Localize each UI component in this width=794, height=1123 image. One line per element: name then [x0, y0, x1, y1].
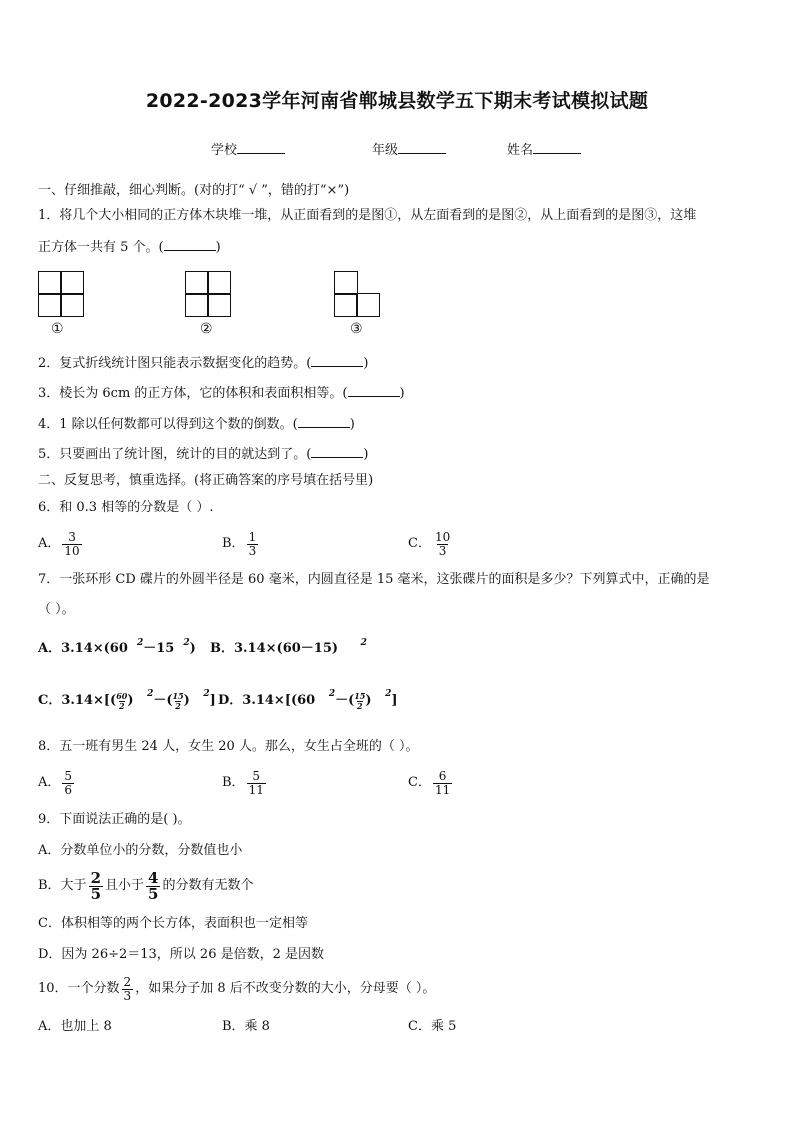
name-blank[interactable] — [533, 141, 581, 154]
q9-option-a[interactable]: A．分数单位小的分数，分数值也小 — [38, 843, 243, 858]
option-label: C． — [408, 775, 431, 790]
grade-field[interactable] — [372, 141, 446, 160]
section-2-heading: 二、反复思考，慎重选择。(将正确答案的序号填在括号里) — [38, 473, 374, 488]
q4-close: ) — [349, 417, 355, 432]
grade-label: 年级 — [372, 143, 399, 158]
q2-answer-blank[interactable] — [311, 354, 363, 367]
q5-text: 5．只要画出了统计图，统计的目的就达到了。( — [38, 447, 312, 462]
school-field[interactable] — [211, 141, 285, 160]
q10-text: 10．一个分数 $\frac{2}{3}$ ，如果分子加 8 后不改变分数的大小，分母要（ ）。 — [38, 974, 436, 1003]
q10-option-c[interactable]: C．乘 5 — [408, 1019, 457, 1034]
q4-text: 4．1 除以任何数都可以得到这个数的倒数。( — [38, 417, 298, 432]
figure-2-left-view — [185, 271, 231, 317]
q8-text: 8．五一班有男生 24 人，女生 20 人。那么，女生占全班的（ ）。 — [38, 739, 419, 754]
q8-option-b[interactable] — [222, 765, 268, 801]
figure-3-label: ③ — [350, 321, 363, 337]
name-field[interactable] — [507, 141, 581, 160]
option-label: B． — [222, 775, 245, 790]
fraction: $\frac{5}{11}$ — [248, 768, 264, 797]
q8-option-a[interactable] — [38, 765, 76, 801]
option-label: C． — [408, 536, 431, 551]
fraction: $\frac{3}{10}$ — [64, 529, 80, 558]
q4-answer-blank[interactable] — [298, 415, 350, 428]
q9-option-d[interactable]: D．因为 26÷2＝13，所以 26 是倍数，2 是因数 — [38, 947, 325, 962]
q9-text: 9．下面说法正确的是( )。 — [38, 812, 191, 827]
q4 — [38, 415, 355, 434]
q3-answer-blank[interactable] — [348, 384, 400, 397]
fraction: $\frac{2}{5}$ — [90, 868, 101, 903]
q5-close: ) — [363, 447, 369, 462]
q7-option-c[interactable]: C．3.14×[( 60 2 ) 2 －( 15 2 ) 2 ] — [38, 689, 216, 711]
q10-option-b[interactable]: B．乘 8 — [222, 1019, 270, 1034]
fraction: $\frac{4}{5}$ — [148, 868, 159, 903]
q5 — [38, 445, 368, 464]
q2 — [38, 354, 368, 373]
q3-text: 3．棱长为 6cm 的正方体，它的体积和表面积相等。( — [38, 386, 348, 401]
q7-line2: （ ）。 — [38, 602, 75, 617]
school-blank[interactable] — [237, 141, 285, 154]
name-label: 姓名 — [507, 143, 534, 158]
q5-answer-blank[interactable] — [311, 445, 363, 458]
option-label: A． — [38, 536, 61, 551]
school-label: 学校 — [211, 143, 238, 158]
q9-option-c[interactable]: C．体积相等的两个长方体，表面积也一定相等 — [38, 916, 308, 931]
q7-option-a[interactable]: A．3.14×(60 $^2$－15 $^2$) — [38, 638, 196, 656]
page-title: 2022-2023学年河南省郸城县数学五下期末考试模拟试题 — [145, 90, 649, 112]
q2-text: 2．复式折线统计图只能表示数据变化的趋势。( — [38, 356, 312, 371]
q1-line1: 1．将几个大小相同的正方体木块堆一堆，从正面看到的是图①，从左面看到的是图②，从上面看到的是图③，这堆 — [38, 208, 697, 223]
q9-option-b[interactable]: B．大于 $\frac{2}{5}$ 且小于 $\frac{4}{5}$ 的分数有无数个 — [38, 868, 254, 903]
q1-close: ) — [215, 240, 221, 255]
fraction: 60 2 — [116, 690, 128, 711]
q6-option-c[interactable] — [408, 528, 454, 560]
grade-blank[interactable] — [398, 141, 446, 154]
q3 — [38, 384, 405, 403]
q7-option-d[interactable]: D．3.14×[(60 2 －( 15 2 ) 2 ] — [218, 689, 398, 711]
q7-line1: 7．一张环形 CD 碟片的外圆半径是 60 毫米，内圆直径是 15 毫米，这张碟片的面积是多少？下列算式中，正确的是 — [38, 572, 710, 587]
fraction: $\frac{1}{3}$ — [248, 529, 257, 558]
figure-1-front-view — [38, 271, 84, 317]
fraction: $\frac{2}{3}$ — [123, 974, 132, 1003]
figure-1-label: ① — [51, 321, 64, 337]
fraction: $\frac{10}{3}$ — [434, 529, 451, 558]
q2-close: ) — [363, 356, 369, 371]
option-label: B． — [222, 536, 245, 551]
q6-text: 6．和 0.3 相等的分数是（ ）. — [38, 500, 214, 515]
q8-option-c[interactable] — [408, 765, 454, 801]
q6-option-b[interactable] — [222, 528, 260, 560]
q1-answer-blank[interactable] — [164, 238, 216, 251]
option-label: A． — [38, 775, 61, 790]
q1-text: 正方体一共有 5 个。( — [38, 240, 164, 255]
q6-option-a[interactable] — [38, 528, 84, 560]
fraction: $\frac{6}{11}$ — [434, 768, 451, 797]
fraction: 15 2 — [172, 690, 184, 711]
figure-2-label: ② — [200, 321, 213, 337]
figure-3-top-view — [334, 271, 380, 317]
section-1-heading: 一、仔细推敲，细心判断。(对的打“ √ ”，错的打“×”) — [38, 183, 350, 198]
q7-option-b[interactable]: B．3.14×(60－15) $^2$ — [210, 638, 367, 656]
fraction: 15 2 — [354, 690, 366, 711]
q3-close: ) — [399, 386, 405, 401]
q10-option-a[interactable]: A．也加上 8 — [38, 1019, 112, 1034]
q1-line2 — [38, 238, 221, 257]
fraction: $\frac{5}{6}$ — [64, 768, 73, 797]
